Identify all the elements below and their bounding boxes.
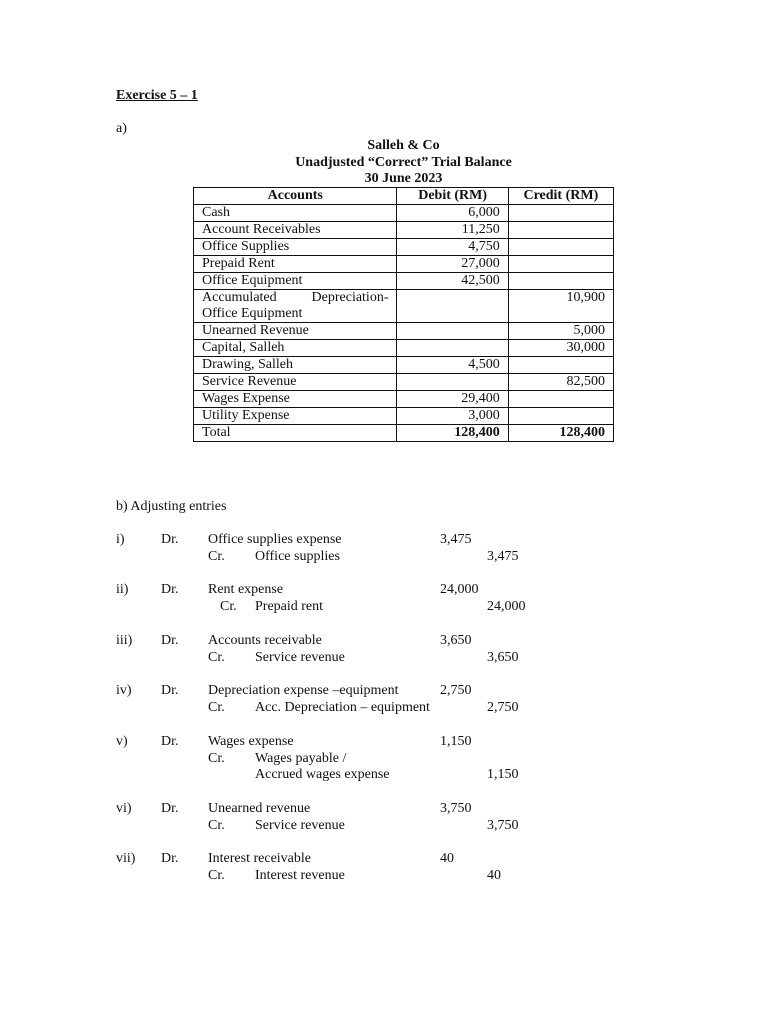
debit-account: Office supplies expense	[208, 532, 342, 547]
account-cell: Office Equipment	[194, 273, 397, 290]
debit-cell	[397, 374, 508, 391]
company-name: Salleh & Co	[367, 138, 440, 153]
dr-label: Dr.	[161, 801, 179, 816]
credit-cell: 82,500	[508, 374, 613, 391]
dr-label: Dr.	[161, 633, 179, 648]
exercise-heading: Exercise 5 – 1	[116, 88, 198, 103]
credit-cell	[508, 408, 613, 425]
debit-account: Unearned revenue	[208, 801, 311, 816]
table-row	[194, 205, 614, 222]
table-header-row	[194, 188, 614, 205]
account-cell: Unearned Revenue	[194, 323, 397, 340]
dr-label: Dr.	[161, 683, 179, 698]
credit-cell: 10,900	[508, 290, 613, 323]
credit-cell	[508, 222, 613, 239]
debit-amount: 3,750	[440, 801, 472, 816]
entry-number: vi)	[116, 801, 132, 816]
account-cell: Drawing, Salleh	[194, 357, 397, 374]
table-row	[194, 239, 614, 256]
credit-amount: 24,000	[487, 599, 526, 614]
cr-label: Cr.	[208, 868, 225, 883]
header-accounts: Accounts	[194, 188, 397, 205]
total-row	[194, 425, 614, 442]
credit-cell	[508, 357, 613, 374]
debit-cell	[397, 340, 508, 357]
dr-label: Dr.	[161, 532, 179, 547]
debit-amount: 3,475	[440, 532, 472, 547]
debit-cell: 4,500	[397, 357, 508, 374]
debit-account: Depreciation expense –equipment	[208, 683, 399, 698]
total-credit: 128,400	[508, 425, 613, 442]
credit-cell	[508, 273, 613, 290]
cr-label: Cr.	[208, 818, 225, 833]
account-cell: Capital, Salleh	[194, 340, 397, 357]
part-b-heading: b) Adjusting entries	[116, 499, 227, 514]
debit-cell	[397, 323, 508, 340]
credit-amount: 40	[487, 868, 501, 883]
credit-account: Wages payable /	[255, 751, 347, 766]
credit-amount: 2,750	[487, 700, 519, 715]
dr-label: Dr.	[161, 582, 179, 597]
table-row	[194, 408, 614, 425]
credit-amount: 1,150	[487, 767, 519, 782]
debit-cell: 4,750	[397, 239, 508, 256]
debit-account: Wages expense	[208, 734, 294, 749]
credit-account: Acc. Depreciation – equipment	[255, 700, 430, 715]
credit-cell	[508, 239, 613, 256]
credit-account: Office supplies	[255, 549, 340, 564]
credit-account: Interest revenue	[255, 868, 345, 883]
account-cell: Service Revenue	[194, 374, 397, 391]
credit-amount: 3,750	[487, 818, 519, 833]
header-debit: Debit (RM)	[397, 188, 508, 205]
debit-amount: 1,150	[440, 734, 472, 749]
part-a-label: a)	[116, 121, 127, 136]
account-cell: Cash	[194, 205, 397, 222]
debit-account: Accounts receivable	[208, 633, 322, 648]
trial-balance-date: 30 June 2023	[364, 171, 443, 186]
trial-balance-title: Unadjusted “Correct” Trial Balance	[295, 155, 512, 170]
entry-number: iii)	[116, 633, 133, 648]
table-row	[194, 340, 614, 357]
table-row	[194, 357, 614, 374]
table-row	[194, 273, 614, 290]
cr-label: Cr.	[208, 650, 225, 665]
credit-account: Service revenue	[255, 650, 345, 665]
credit-cell	[508, 256, 613, 273]
debit-cell: 11,250	[397, 222, 508, 239]
debit-amount: 2,750	[440, 683, 472, 698]
entry-number: ii)	[116, 582, 129, 597]
total-debit: 128,400	[397, 425, 508, 442]
table-row	[194, 290, 614, 323]
table-row	[194, 374, 614, 391]
dr-label: Dr.	[161, 851, 179, 866]
cr-label: Cr.	[208, 700, 225, 715]
account-cell: Accumulated Depreciation-Office Equipment	[194, 290, 397, 323]
credit-amount: 3,475	[487, 549, 519, 564]
credit-amount: 3,650	[487, 650, 519, 665]
account-cell: Office Supplies	[194, 239, 397, 256]
debit-amount: 3,650	[440, 633, 472, 648]
account-cell: Wages Expense	[194, 391, 397, 408]
debit-account: Rent expense	[208, 582, 284, 597]
credit-cell	[508, 391, 613, 408]
table-row	[194, 391, 614, 408]
debit-cell: 3,000	[397, 408, 508, 425]
debit-amount: 40	[440, 851, 454, 866]
credit-account: Service revenue	[255, 818, 345, 833]
credit-account-line-2: Accrued wages expense	[255, 767, 390, 782]
cr-label: Cr.	[220, 599, 237, 614]
cr-label: Cr.	[208, 549, 225, 564]
entry-number: i)	[116, 532, 125, 547]
entry-number: v)	[116, 734, 128, 749]
table-row	[194, 256, 614, 273]
total-label: Total	[194, 425, 397, 442]
debit-cell: 29,400	[397, 391, 508, 408]
table-row	[194, 222, 614, 239]
header-credit: Credit (RM)	[508, 188, 613, 205]
table-row	[194, 323, 614, 340]
account-cell: Prepaid Rent	[194, 256, 397, 273]
trial-balance-table	[193, 187, 614, 442]
debit-cell: 6,000	[397, 205, 508, 222]
debit-account: Interest receivable	[208, 851, 311, 866]
dr-label: Dr.	[161, 734, 179, 749]
account-cell: Account Receivables	[194, 222, 397, 239]
account-cell: Utility Expense	[194, 408, 397, 425]
entry-number: vii)	[116, 851, 136, 866]
debit-cell: 42,500	[397, 273, 508, 290]
debit-cell	[397, 290, 508, 323]
credit-account: Prepaid rent	[255, 599, 324, 614]
credit-cell	[508, 205, 613, 222]
credit-cell: 30,000	[508, 340, 613, 357]
debit-amount: 24,000	[440, 582, 479, 597]
cr-label: Cr.	[208, 751, 225, 766]
credit-cell: 5,000	[508, 323, 613, 340]
debit-cell: 27,000	[397, 256, 508, 273]
entry-number: iv)	[116, 683, 132, 698]
